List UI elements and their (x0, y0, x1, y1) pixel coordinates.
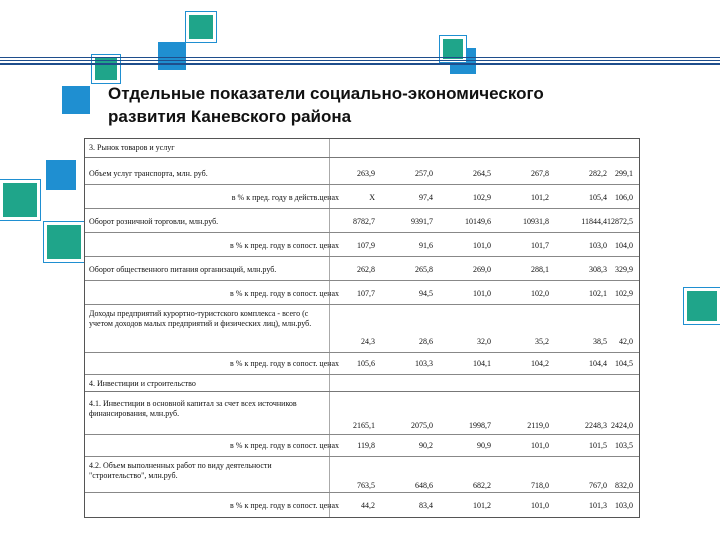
table-row (85, 495, 639, 517)
cell-value: 38,5 (593, 337, 607, 346)
cell-value: 101,3 (589, 501, 607, 510)
row-divider (85, 280, 639, 281)
section-divider (85, 157, 639, 158)
row-divider (85, 304, 639, 305)
row-label: в % к пред. году в сопост. ценах (230, 241, 339, 250)
cell-value: 648,6 (415, 481, 433, 490)
cell-value: 90,2 (419, 441, 433, 450)
cell-value: 35,2 (535, 337, 549, 346)
row-divider (85, 456, 639, 457)
cell-value: 102,9 (615, 289, 633, 298)
cell-value: 91,6 (419, 241, 433, 250)
cell-value: 101,0 (473, 241, 491, 250)
cell-value: 2424,0 (611, 421, 633, 430)
cell-value: 12872,5 (607, 217, 633, 226)
cell-value: 763,5 (357, 481, 375, 490)
cell-value: 119,8 (357, 441, 375, 450)
cell-value: 32,0 (477, 337, 491, 346)
cell-value: 265,8 (415, 265, 433, 274)
table-row (85, 211, 639, 233)
row-divider (85, 184, 639, 185)
row-label: Оборот общественного питания организаций, млн.руб. (89, 265, 277, 274)
cell-value: 107,9 (357, 241, 375, 250)
cell-value: 767,0 (589, 481, 607, 490)
table-row (85, 307, 639, 353)
table-row (85, 187, 639, 209)
cell-value: 718,0 (531, 481, 549, 490)
deco-square (62, 86, 90, 114)
cell-value: 24,3 (361, 337, 375, 346)
deco-square (684, 288, 720, 324)
cell-value: 101,7 (531, 241, 549, 250)
table-row (85, 235, 639, 257)
header-rule (0, 63, 720, 65)
section-divider (85, 391, 639, 392)
row-label: в % к пред. году в сопост. ценах (230, 501, 339, 510)
table-row (85, 163, 639, 185)
title-line-1: Отдельные показатели социально-экономического (108, 84, 544, 103)
cell-value: 8782,7 (353, 217, 375, 226)
row-divider (85, 256, 639, 257)
cell-value: 308,3 (589, 265, 607, 274)
deco-square (186, 12, 216, 42)
cell-value: 105,4 (589, 193, 607, 202)
cell-value: 263,9 (357, 169, 375, 178)
cell-value: 288,1 (531, 265, 549, 274)
cell-value: 101,0 (531, 441, 549, 450)
cell-value: 102,1 (589, 289, 607, 298)
cell-value: 682,2 (473, 481, 491, 490)
table-row (85, 283, 639, 305)
cell-value: 104,5 (615, 359, 633, 368)
row-label: 4.1. Инвестиции в основной капитал за счет всех источников финансирования, млн.руб. (89, 399, 297, 418)
row-label: в % к пред. году в действ.ценах (231, 193, 339, 202)
header-rule (0, 60, 720, 61)
cell-value: 101,5 (589, 441, 607, 450)
title-line-2: развития Каневского района (108, 107, 352, 126)
cell-value: 267,8 (531, 169, 549, 178)
section-header-investment: 4. Инвестиции и строительство (89, 379, 196, 388)
table-row (85, 395, 639, 435)
row-label: Оборот розничной торговли, млн.руб. (89, 217, 219, 226)
cell-value: 107,7 (357, 289, 375, 298)
cell-value: 101,0 (473, 289, 491, 298)
cell-value: 103,0 (615, 501, 633, 510)
cell-value: 44,2 (361, 501, 375, 510)
table-row (85, 459, 639, 493)
row-divider (85, 492, 639, 493)
indicators-table (84, 138, 640, 518)
cell-value: 104,2 (531, 359, 549, 368)
cell-value: 104,0 (615, 241, 633, 250)
section-header-market: 3. Рынок товаров и услуг (89, 143, 175, 152)
cell-value: 103,0 (589, 241, 607, 250)
cell-value: 269,0 (473, 265, 491, 274)
cell-value: 299,1 (615, 169, 633, 178)
table-row (85, 353, 639, 375)
cell-value: 101,2 (473, 501, 491, 510)
cell-value: 10149,6 (465, 217, 491, 226)
row-divider (85, 374, 639, 375)
deco-square (0, 180, 40, 220)
row-divider (85, 208, 639, 209)
cell-value: 2075,0 (411, 421, 433, 430)
row-label: 4.2. Объем выполненных работ по виду деятельности "строительство", млн.руб. (89, 461, 272, 480)
table-row (85, 259, 639, 281)
deco-square (44, 222, 84, 262)
cell-value: 2248,3 (585, 421, 607, 430)
row-label: Доходы предприятий курортно-туристского комплекса - всего (с учетом доходов малых предприятий и физических лиц), млн.руб. (89, 309, 312, 328)
cell-value: 11844,4 (581, 217, 607, 226)
row-label: в % к пред. году в сопост. ценах (230, 289, 339, 298)
cell-value: 104,4 (589, 359, 607, 368)
cell-value: 282,2 (589, 169, 607, 178)
cell-value: 106,0 (615, 193, 633, 202)
cell-value: 257,0 (415, 169, 433, 178)
deco-square (46, 160, 76, 190)
cell-value: 105,6 (357, 359, 375, 368)
cell-value: 97,4 (419, 193, 433, 202)
deco-square (440, 36, 466, 62)
header-rule (0, 57, 720, 58)
cell-value: 264,5 (473, 169, 491, 178)
row-label: в % к пред. году в сопост. ценах (230, 441, 339, 450)
cell-value: Х (369, 193, 375, 202)
cell-value: 1998,7 (469, 421, 491, 430)
row-divider (85, 232, 639, 233)
cell-value: 832,0 (615, 481, 633, 490)
cell-value: 10931,8 (523, 217, 549, 226)
cell-value: 329,9 (615, 265, 633, 274)
row-label: Объем услуг транспорта, млн. руб. (89, 169, 208, 178)
cell-value: 94,5 (419, 289, 433, 298)
cell-value: 104,1 (473, 359, 491, 368)
cell-value: 262,8 (357, 265, 375, 274)
cell-value: 42,0 (619, 337, 633, 346)
deco-square (158, 42, 186, 70)
cell-value: 103,3 (415, 359, 433, 368)
cell-value: 102,9 (473, 193, 491, 202)
cell-value: 9391,7 (411, 217, 433, 226)
cell-value: 83,4 (419, 501, 433, 510)
row-label: в % к пред. году в сопост. ценах (230, 359, 339, 368)
cell-value: 102,0 (531, 289, 549, 298)
cell-value: 101,0 (531, 501, 549, 510)
cell-value: 103,5 (615, 441, 633, 450)
cell-value: 2119,0 (527, 421, 549, 430)
cell-value: 90,9 (477, 441, 491, 450)
slide-title (108, 82, 668, 128)
cell-value: 101,2 (531, 193, 549, 202)
cell-value: 2165,1 (353, 421, 375, 430)
cell-value: 28,6 (419, 337, 433, 346)
table-row (85, 435, 639, 457)
